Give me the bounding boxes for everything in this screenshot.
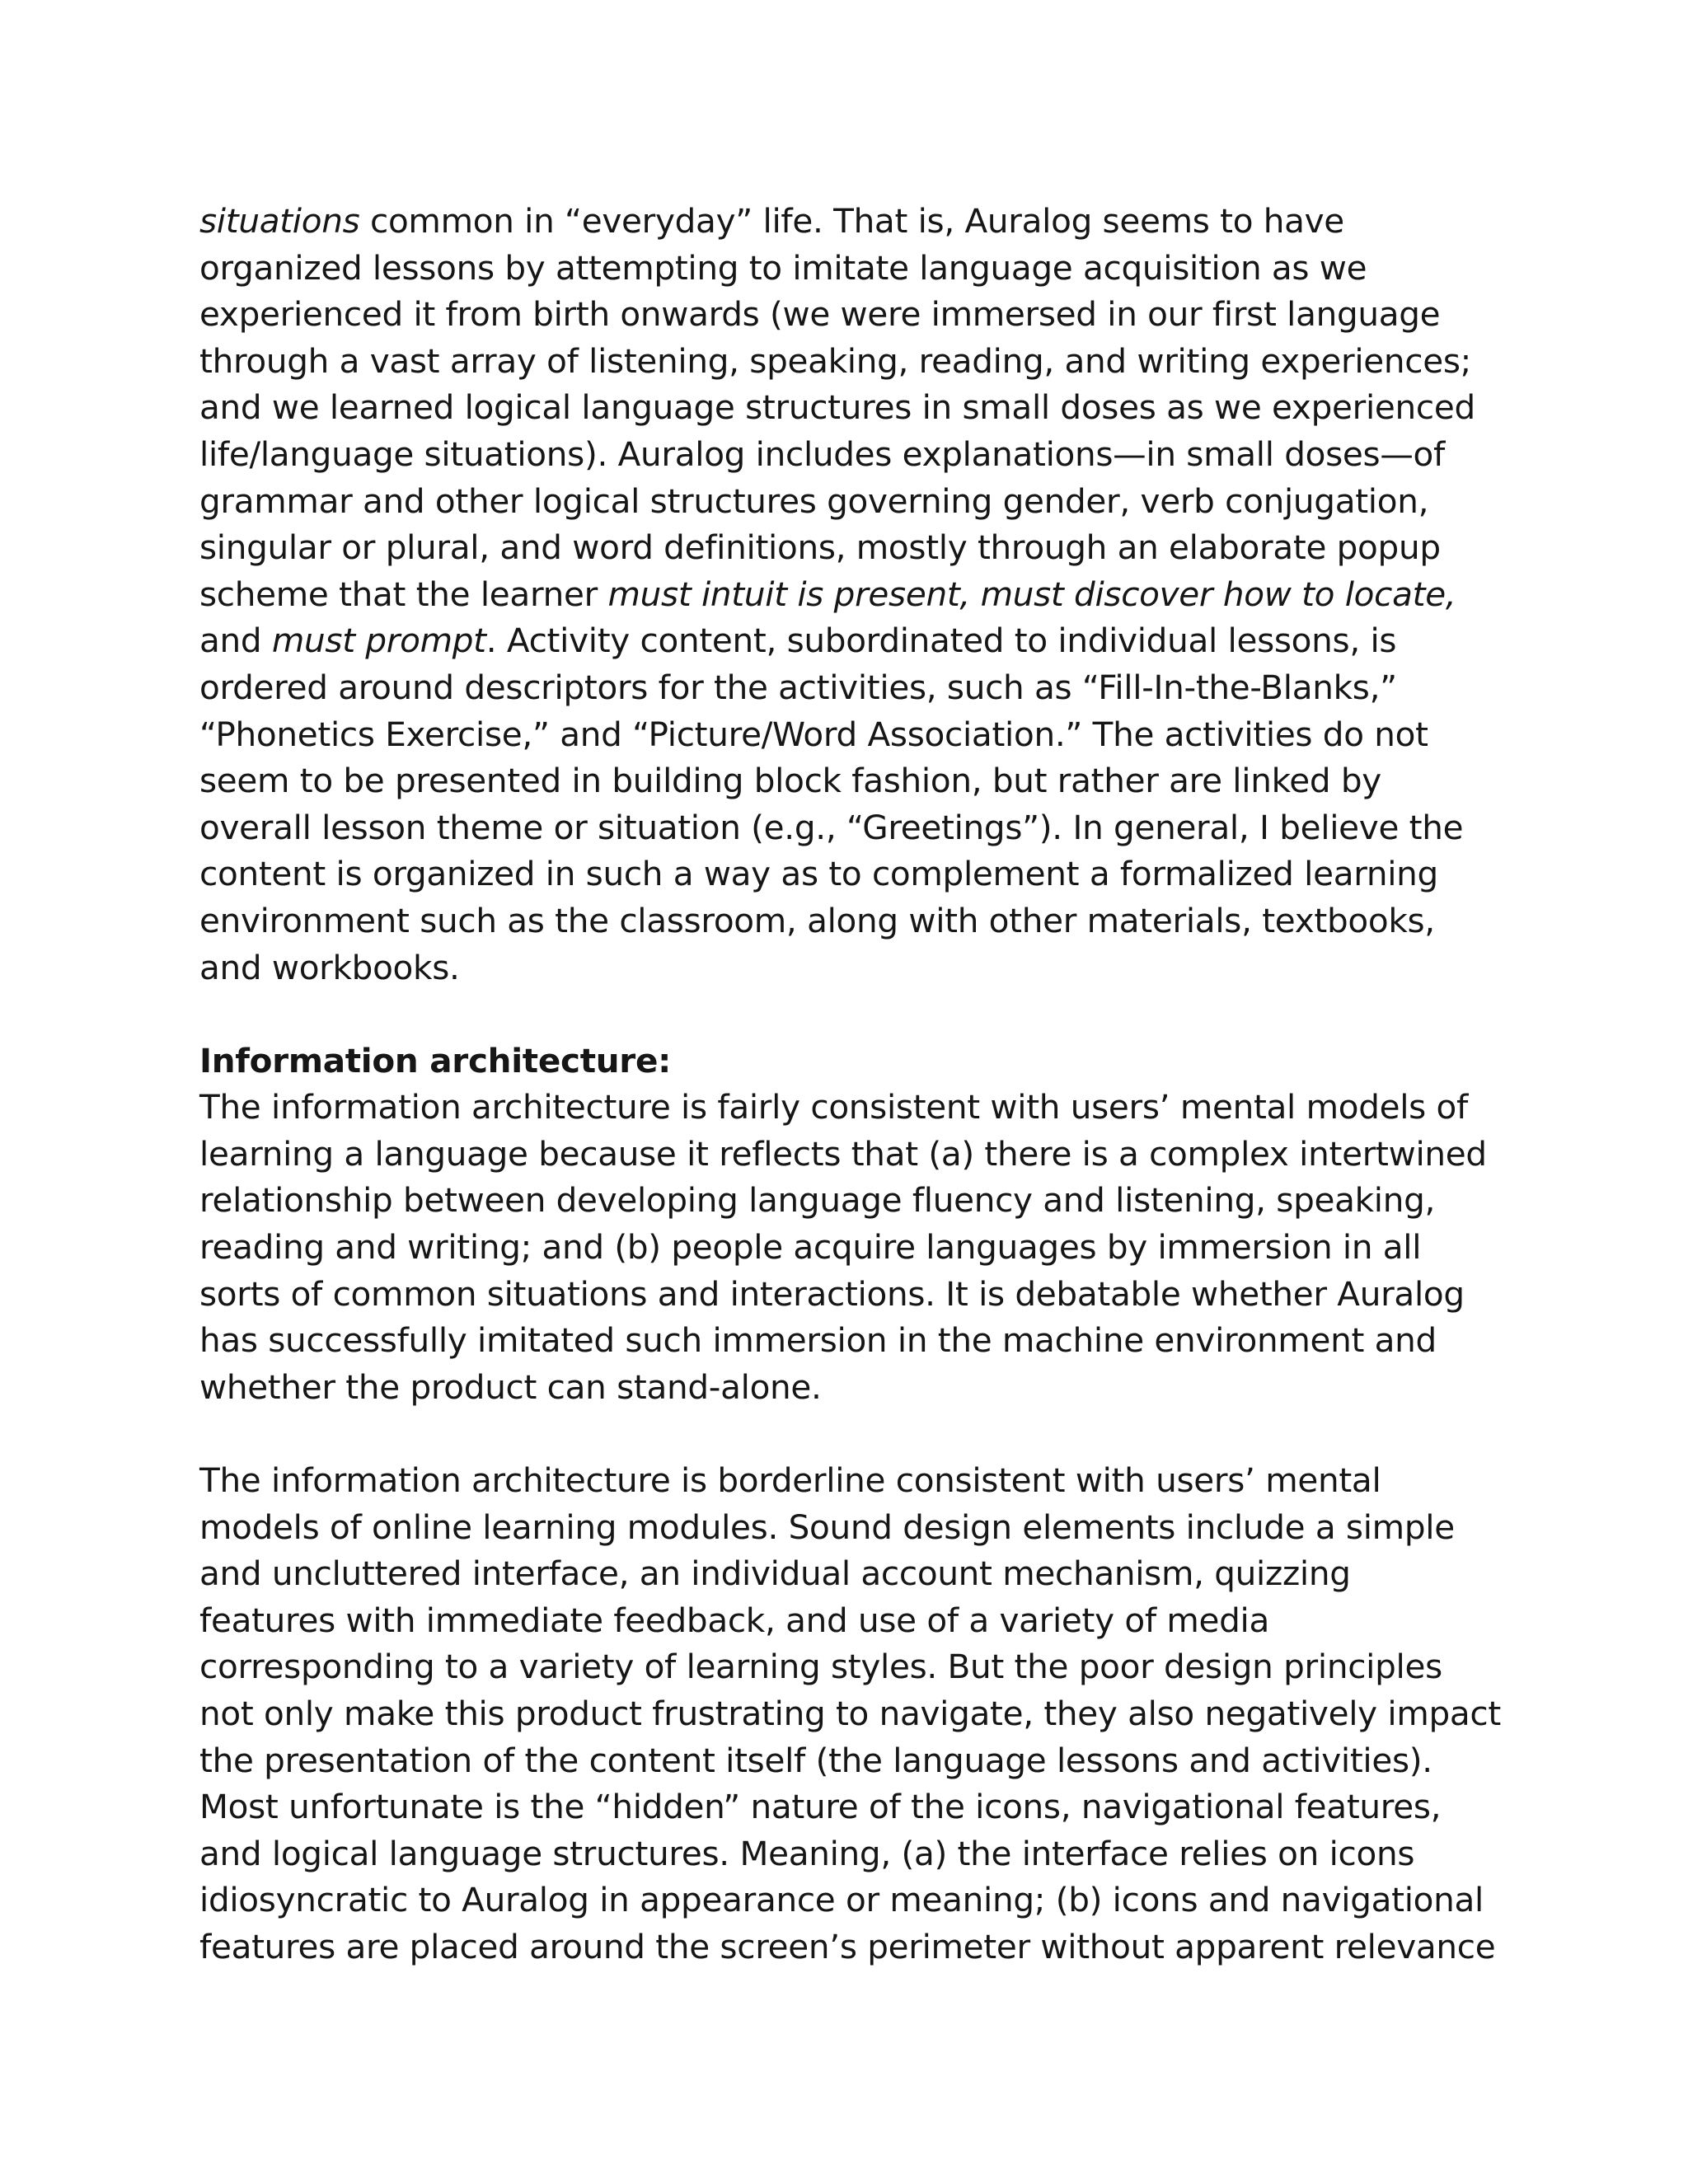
document-page <box>199 198 1518 1971</box>
text-line: The information architecture is fairly consistent with users’ mental models of <box>199 1087 1468 1127</box>
text-line: learning a language because it reflects that (a) there is a complex intertwined <box>199 1133 1487 1174</box>
text-line: The information architecture is borderline consistent with users’ mental <box>199 1460 1381 1501</box>
text-line: situations common in “everyday” life. That is, Auralog seems to have <box>199 201 1344 241</box>
section-heading: Information architecture: <box>199 1040 672 1080</box>
text-line: and we learned logical language structures in small doses as we experienced <box>199 387 1475 428</box>
text-line: seem to be presented in building block fashion, but rather are linked by <box>199 761 1381 801</box>
text-line: Most unfortunate is the “hidden” nature of the icons, navigational features, <box>199 1787 1442 1827</box>
text-line: idiosyncratic to Auralog in appearance or meaning; (b) icons and navigational <box>199 1880 1484 1920</box>
paragraph-mental-models-online <box>199 1457 1518 1971</box>
text-line: experienced it from birth onwards (we were immersed in our first language <box>199 294 1441 335</box>
text-line: environment such as the classroom, along with other materials, textbooks, <box>199 900 1435 940</box>
text-line: and workbooks. <box>199 947 460 987</box>
text-line: scheme that the learner must intuit is present, must discover how to locate, <box>199 574 1456 614</box>
text-line: life/language situations). Auralog includes explanations—in small doses—of <box>199 434 1445 474</box>
text-line: grammar and other logical structures governing gender, verb conjugation, <box>199 480 1429 521</box>
text-line: content is organized in such a way as to complement a formalized learning <box>199 854 1438 894</box>
text-line: and uncluttered interface, an individual account mechanism, quizzing <box>199 1554 1351 1594</box>
paragraph-content-organization <box>199 198 1518 991</box>
text-line: models of online learning modules. Sound design elements include a simple <box>199 1507 1455 1547</box>
text-line: and must prompt. Activity content, subordinated to individual lessons, is <box>199 621 1397 661</box>
text-line: has successfully imitated such immersion in the machine environment and <box>199 1320 1437 1361</box>
text-line: overall lesson theme or situation (e.g., “Greetings”). In general, I believe the <box>199 807 1464 847</box>
text-line: “Phonetics Exercise,” and “Picture/Word Association.” The activities do not <box>199 714 1428 754</box>
text-line: the presentation of the content itself (the language lessons and activities). <box>199 1740 1432 1780</box>
paragraph-spacer <box>199 991 1518 1038</box>
text-line: organized lessons by attempting to imitate language acquisition as we <box>199 247 1367 288</box>
text-line: features with immediate feedback, and use of a variety of media <box>199 1600 1270 1640</box>
text-line: features are placed around the screen’s perimeter without apparent relevance <box>199 1926 1496 1966</box>
text-line: corresponding to a variety of learning styles. But the poor design principles <box>199 1647 1442 1687</box>
text-line: ordered around descriptors for the activities, such as “Fill-In-the-Blanks,” <box>199 667 1397 707</box>
text-line: and logical language structures. Meaning, (a) the interface relies on icons <box>199 1833 1415 1873</box>
paragraph-mental-models-language <box>199 1084 1518 1410</box>
text-line: relationship between developing language fluency and listening, speaking, <box>199 1180 1436 1221</box>
text-line: sorts of common situations and interactions. It is debatable whether Auralog <box>199 1273 1465 1314</box>
text-line: reading and writing; and (b) people acquire languages by immersion in all <box>199 1227 1422 1268</box>
text-line: whether the product can stand-alone. <box>199 1366 822 1407</box>
text-line: through a vast array of listening, speaking, reading, and writing experiences; <box>199 340 1472 381</box>
text-line: singular or plural, and word definitions, mostly through an elaborate popup <box>199 527 1441 568</box>
text-line: not only make this product frustrating to navigate, they also negatively impact <box>199 1694 1501 1733</box>
paragraph-spacer <box>199 1410 1518 1457</box>
